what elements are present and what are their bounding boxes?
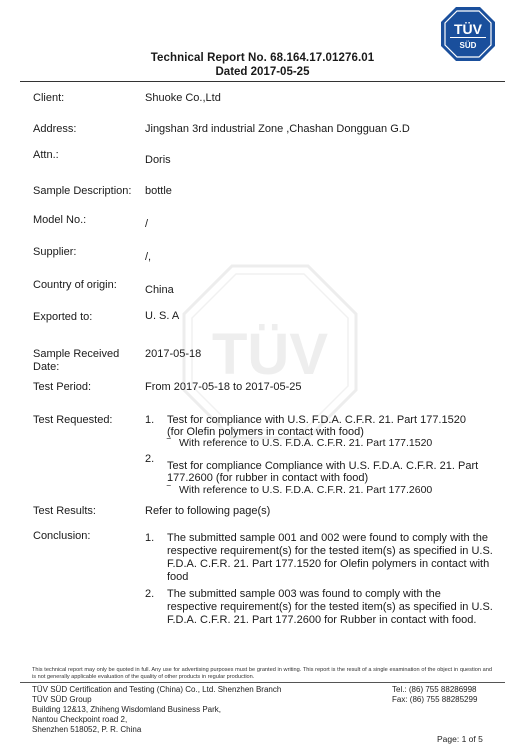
dash-marker: ‾ bbox=[167, 484, 171, 496]
test-period-value: From 2017-05-18 to 2017-05-25 bbox=[145, 381, 302, 393]
test-requested-label: Test Requested: bbox=[33, 414, 113, 426]
conclusion-1-number: 1. bbox=[145, 532, 155, 544]
client-label: Client: bbox=[33, 92, 65, 104]
supplier-label: Supplier: bbox=[33, 246, 77, 258]
test-requested-2-line1: Test for compliance Compliance with U.S. F.D.A. C.F.R. 21. Part bbox=[167, 460, 479, 472]
test-period-label: Test Period: bbox=[33, 381, 92, 393]
logo-line2: SÜD bbox=[459, 41, 477, 50]
page-number: Page: 1 of 5 bbox=[437, 734, 483, 744]
supplier-value: /, bbox=[145, 251, 152, 263]
exported-to-label: Exported to: bbox=[33, 311, 93, 323]
conclusion-2-line1: The submitted sample 003 was found to comply with the bbox=[167, 588, 441, 600]
country-of-origin-value: China bbox=[145, 284, 174, 296]
test-requested-1-number: 1. bbox=[145, 414, 155, 426]
country-of-origin-label: Country of origin: bbox=[33, 279, 117, 291]
sample-description-value: bottle bbox=[145, 185, 172, 197]
conclusion-2-line3: F.D.A. C.F.R. 21. Part 177.2600 for Rubber in contact with food. bbox=[167, 614, 477, 626]
footer-divider bbox=[20, 682, 505, 683]
footer-company: TÜV SÜD Certification and Testing (China) Co., Ltd. Shenzhen Branch bbox=[32, 685, 282, 694]
sample-description-label: Sample Description: bbox=[33, 185, 132, 197]
footer-group: TÜV SÜD Group bbox=[32, 695, 92, 704]
test-requested-2-line2: 177.2600 (for rubber in contact with food) bbox=[167, 472, 369, 484]
footer-tel: Tel.: (86) 755 88286998 bbox=[392, 685, 477, 694]
logo-line1: TÜV bbox=[454, 21, 482, 37]
report-title: Technical Report No. 68.164.17.01276.01 bbox=[150, 52, 375, 64]
conclusion-2-line2: respective requirement(s) for the tested item(s) as specified in U.S. bbox=[167, 601, 493, 613]
conclusion-1-line3: F.D.A. C.F.R. 21. Part 177.1520 for Olefin polymers in contact with bbox=[167, 558, 490, 570]
address-value: Jingshan 3rd industrial Zone ,Chashan Dongguan G.D bbox=[145, 123, 410, 135]
watermark-text: TÜV bbox=[212, 322, 328, 387]
report-date: Dated 2017-05-25 bbox=[215, 66, 310, 78]
footer-address-line3: Shenzhen 518052, P. R. China bbox=[32, 725, 142, 734]
reference-text: With reference to U.S. F.D.A. C.F.R. 21. Part 177.2600 bbox=[179, 484, 433, 496]
test-requested-1-line1: Test for compliance with U.S. F.D.A. C.F.R. 21. Part 177.1520 bbox=[167, 414, 466, 426]
dash-marker: ‾ bbox=[167, 437, 171, 449]
test-requested-1-line2: (for Olefin polymers in contact with food) bbox=[167, 426, 364, 438]
reference-text: With reference to U.S. F.D.A. C.F.R. 21. Part 177.1520 bbox=[179, 437, 433, 449]
conclusion-1-line4: food bbox=[167, 571, 189, 583]
sample-received-value: 2017-05-18 bbox=[145, 348, 202, 360]
conclusion-1-line2: respective requirement(s) for the tested item(s) as specified in U.S. bbox=[167, 545, 493, 557]
model-no-label: Model No.: bbox=[33, 214, 87, 226]
conclusion-2-number: 2. bbox=[145, 588, 155, 600]
footer-disclaimer: This technical report may only be quoted in full. Any use for advertising purposes must be granted in writing. This report is the result of a single examination of the object in question and is not generally applicable evaluation of the quality of other products in regular production. bbox=[32, 667, 492, 680]
model-no-value: / bbox=[145, 218, 149, 230]
exported-to-value: U. S. A bbox=[145, 310, 180, 322]
test-requested-1-reference bbox=[167, 437, 432, 450]
attn-label: Attn.: bbox=[33, 149, 59, 161]
sample-received-label-line1: Sample Received bbox=[33, 348, 120, 360]
test-results-label: Test Results: bbox=[33, 505, 96, 517]
test-results-value: Refer to following page(s) bbox=[145, 505, 271, 517]
test-requested-2-reference bbox=[167, 484, 432, 497]
footer-address-line1: Building 12&13, Zhiheng Wisdomland Business Park, bbox=[32, 705, 221, 714]
sample-received-label-line2: Date: bbox=[33, 361, 60, 373]
conclusion-label: Conclusion: bbox=[33, 530, 91, 542]
footer-address-line2: Nantou Checkpoint road 2, bbox=[32, 715, 128, 724]
test-requested-2-number: 2. bbox=[145, 453, 155, 465]
address-label: Address: bbox=[33, 123, 77, 135]
client-value: Shuoke Co.,Ltd bbox=[145, 92, 221, 104]
attn-value: Doris bbox=[145, 154, 171, 166]
conclusion-1-line1: The submitted sample 001 and 002 were found to comply with the bbox=[167, 532, 489, 544]
header-divider bbox=[20, 81, 505, 82]
footer-fax: Fax: (86) 755 88285299 bbox=[392, 695, 478, 704]
